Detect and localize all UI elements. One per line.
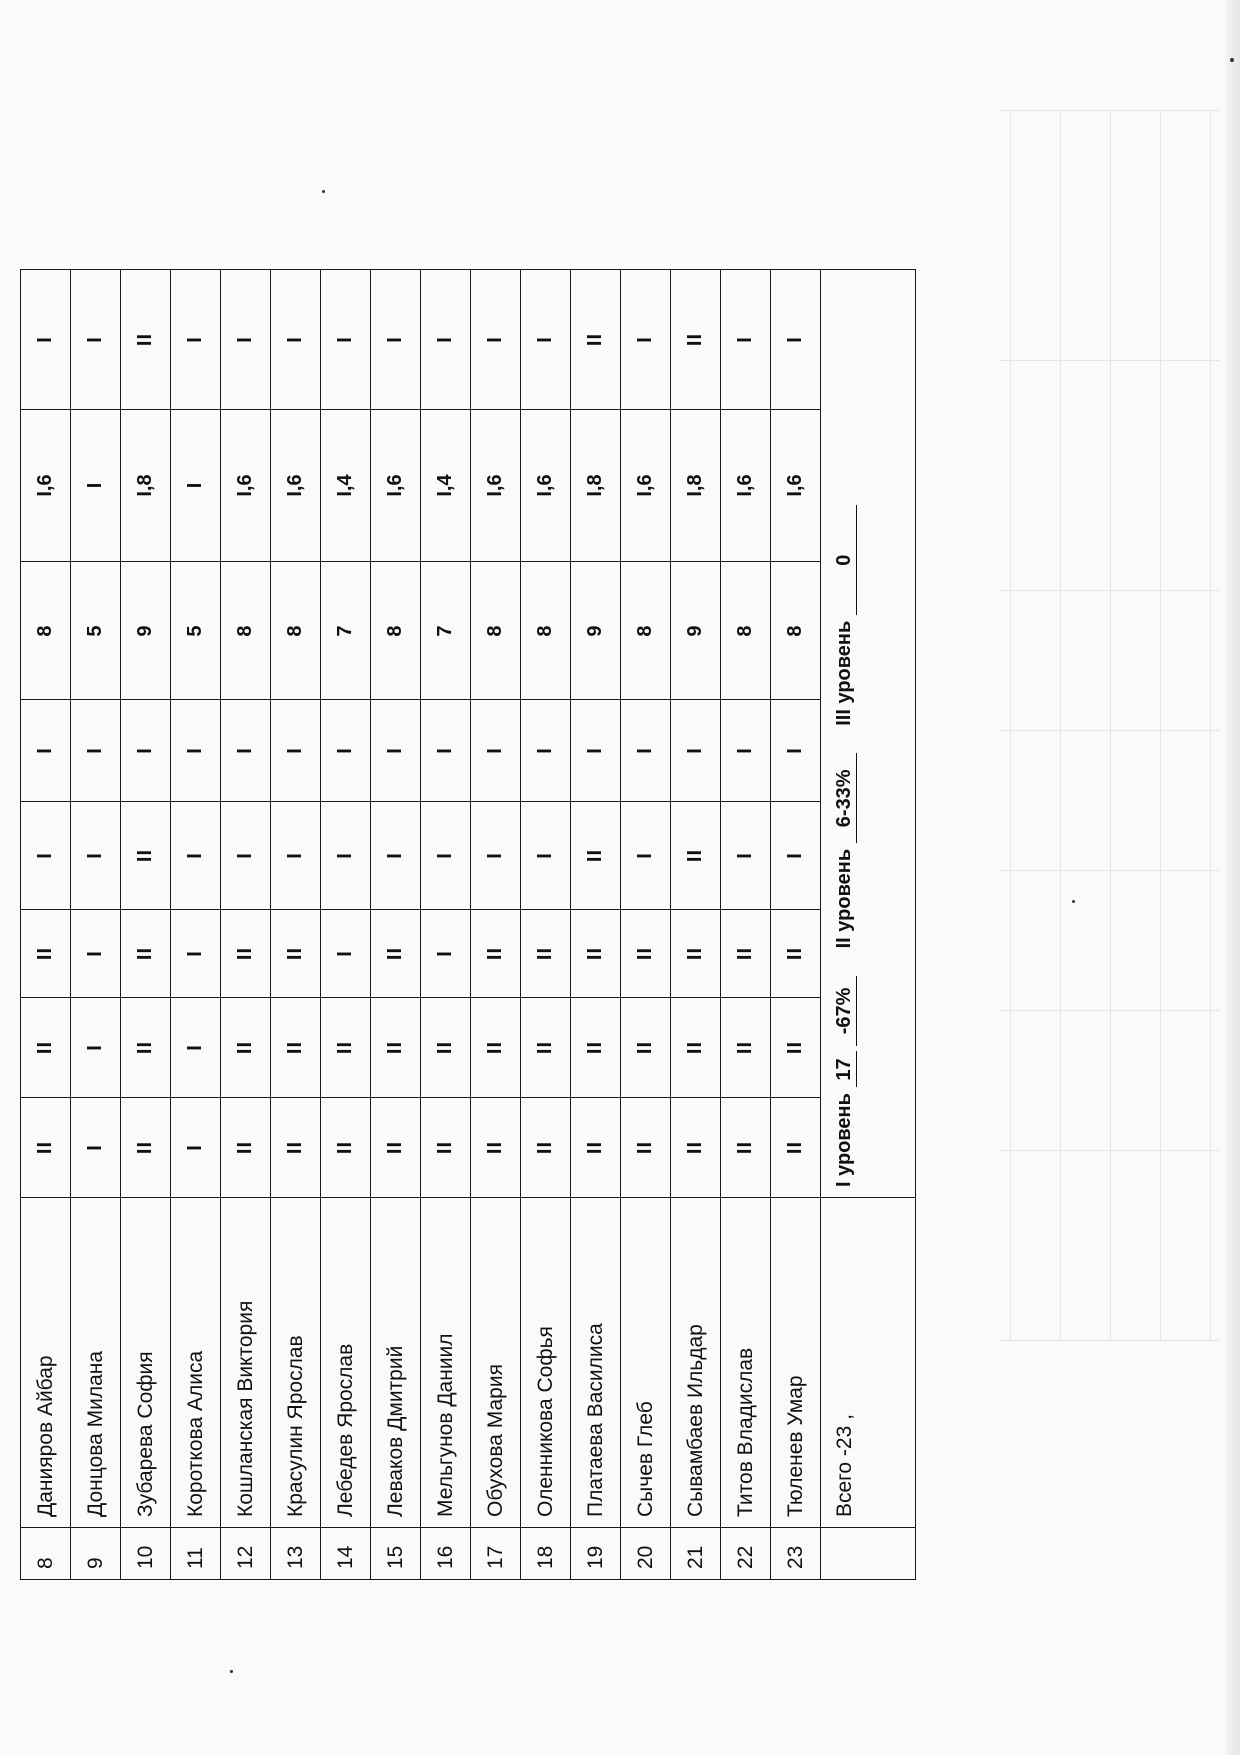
coefficient-cell: I,6 <box>371 410 421 562</box>
score-cell: 8 <box>771 562 821 700</box>
task-level-cell: II <box>121 910 171 998</box>
result-level-cell: I <box>21 270 71 410</box>
coefficient-cell: I,8 <box>671 410 721 562</box>
row-number: 22 <box>721 1528 771 1580</box>
task-level-cell: II <box>271 910 321 998</box>
task-level-cell: I <box>71 998 121 1098</box>
task-level-cell: II <box>471 910 521 998</box>
result-level-cell: I <box>71 270 121 410</box>
score-cell: 8 <box>521 562 571 700</box>
row-number: 18 <box>521 1528 571 1580</box>
task-level-cell: II <box>671 802 721 910</box>
task-level-cell: I <box>471 802 521 910</box>
task-level-cell: I <box>21 802 71 910</box>
result-level-cell: I <box>621 270 671 410</box>
table-row <box>421 270 471 1580</box>
score-cell: 9 <box>571 562 621 700</box>
score-cell: 9 <box>671 562 721 700</box>
task-level-cell: I <box>371 700 421 802</box>
row-number: 16 <box>421 1528 471 1580</box>
task-level-cell: II <box>321 998 371 1098</box>
task-level-cell: II <box>771 998 821 1098</box>
coefficient-cell: I,6 <box>721 410 771 562</box>
task-level-cell: I <box>721 700 771 802</box>
score-cell: 8 <box>721 562 771 700</box>
coefficient-cell: I,4 <box>321 410 371 562</box>
rotated-table-container <box>20 270 1000 1580</box>
table-row <box>671 270 721 1580</box>
result-level-cell: I <box>371 270 421 410</box>
task-level-cell: II <box>221 998 271 1098</box>
task-level-cell: I <box>621 700 671 802</box>
level1-value: 17 <box>833 1052 857 1088</box>
result-level-cell: II <box>671 270 721 410</box>
row-number: 23 <box>771 1528 821 1580</box>
task-level-cell: II <box>221 910 271 998</box>
level3-value: 0 <box>833 505 857 615</box>
table-row <box>21 270 71 1580</box>
task-level-cell: I <box>521 802 571 910</box>
score-cell: 8 <box>21 562 71 700</box>
task-level-cell: II <box>221 1098 271 1198</box>
result-level-cell: II <box>121 270 171 410</box>
row-number: 10 <box>121 1528 171 1580</box>
score-cell: 8 <box>471 562 521 700</box>
task-level-cell: I <box>71 802 121 910</box>
task-level-cell: II <box>371 1098 421 1198</box>
table-row <box>571 270 621 1580</box>
coefficient-cell: I,6 <box>471 410 521 562</box>
student-name: Леваков Дмитрий <box>371 1198 421 1528</box>
result-level-cell: I <box>221 270 271 410</box>
task-level-cell: I <box>671 700 721 802</box>
row-number: 15 <box>371 1528 421 1580</box>
task-level-cell: II <box>621 1098 671 1198</box>
task-level-cell: I <box>321 700 371 802</box>
task-level-cell: I <box>171 998 221 1098</box>
coefficient-cell: I,6 <box>221 410 271 562</box>
task-level-cell: II <box>121 1098 171 1198</box>
task-level-cell: I <box>271 802 321 910</box>
scan-speck <box>230 1670 233 1673</box>
task-level-cell: II <box>21 910 71 998</box>
task-level-cell: II <box>671 1098 721 1198</box>
result-level-cell: I <box>271 270 321 410</box>
scan-edge <box>1226 0 1240 1755</box>
coefficient-cell: I,4 <box>421 410 471 562</box>
row-number: 8 <box>21 1528 71 1580</box>
results-table <box>20 269 916 1580</box>
task-level-cell: I <box>321 802 371 910</box>
task-level-cell: I <box>71 700 121 802</box>
student-name: Зубарева София <box>121 1198 171 1528</box>
task-level-cell: I <box>371 802 421 910</box>
task-level-cell: I <box>21 700 71 802</box>
coefficient-cell: I,6 <box>521 410 571 562</box>
task-level-cell: I <box>71 1098 121 1198</box>
row-number: 14 <box>321 1528 371 1580</box>
task-level-cell: I <box>571 700 621 802</box>
result-level-cell: I <box>521 270 571 410</box>
task-level-cell: II <box>621 910 671 998</box>
score-cell: 8 <box>371 562 421 700</box>
coefficient-cell: I,6 <box>621 410 671 562</box>
task-level-cell: I <box>471 700 521 802</box>
coefficient-cell: I,8 <box>121 410 171 562</box>
student-name: Короткова Алиса <box>171 1198 221 1528</box>
table-row <box>371 270 421 1580</box>
summary-empty-cell <box>821 1528 916 1580</box>
row-number: 13 <box>271 1528 321 1580</box>
student-name: Титов Владислав <box>721 1198 771 1528</box>
task-level-cell: II <box>371 910 421 998</box>
coefficient-cell: I,8 <box>571 410 621 562</box>
task-level-cell: I <box>121 700 171 802</box>
table-row <box>271 270 321 1580</box>
table-row <box>771 270 821 1580</box>
row-number: 17 <box>471 1528 521 1580</box>
task-level-cell: I <box>621 802 671 910</box>
task-level-cell: II <box>671 910 721 998</box>
task-level-cell: II <box>121 802 171 910</box>
result-level-cell: I <box>321 270 371 410</box>
task-level-cell: I <box>221 700 271 802</box>
task-level-cell: II <box>771 1098 821 1198</box>
row-number: 19 <box>571 1528 621 1580</box>
table-row <box>521 270 571 1580</box>
table-row <box>121 270 171 1580</box>
row-number: 11 <box>171 1528 221 1580</box>
coefficient-cell: I,6 <box>21 410 71 562</box>
task-level-cell: II <box>321 1098 371 1198</box>
student-name: Тюленев Умар <box>771 1198 821 1528</box>
score-cell: 7 <box>321 562 371 700</box>
task-level-cell: II <box>371 998 421 1098</box>
result-level-cell: I <box>721 270 771 410</box>
task-level-cell: II <box>471 998 521 1098</box>
table-row <box>71 270 121 1580</box>
level1-label: I уровень <box>833 1093 855 1187</box>
task-level-cell: I <box>421 700 471 802</box>
task-level-cell: I <box>721 802 771 910</box>
score-cell: 9 <box>121 562 171 700</box>
student-name: Сычев Глеб <box>621 1198 671 1528</box>
task-level-cell: II <box>21 998 71 1098</box>
total-label: Всего -23 , <box>833 1414 856 1517</box>
student-name: Оленникова Софья <box>521 1198 571 1528</box>
task-level-cell: II <box>521 910 571 998</box>
table-row <box>721 270 771 1580</box>
task-level-cell: I <box>221 802 271 910</box>
coefficient-cell: I,6 <box>271 410 321 562</box>
task-level-cell: II <box>521 998 571 1098</box>
summary-total-cell <box>821 1198 916 1528</box>
student-name: Кошланская Виктория <box>221 1198 271 1528</box>
student-name: Мельгунов Даниил <box>421 1198 471 1528</box>
task-level-cell: II <box>671 998 721 1098</box>
row-number: 20 <box>621 1528 671 1580</box>
task-level-cell: I <box>421 802 471 910</box>
task-level-cell: II <box>721 910 771 998</box>
student-name: Обухова Мария <box>471 1198 521 1528</box>
score-cell: 5 <box>71 562 121 700</box>
task-level-cell: II <box>271 998 321 1098</box>
task-level-cell: II <box>471 1098 521 1198</box>
level2-label: II уровень <box>833 848 855 949</box>
task-level-cell: II <box>571 1098 621 1198</box>
task-level-cell: II <box>521 1098 571 1198</box>
result-level-cell: I <box>171 270 221 410</box>
task-level-cell: I <box>521 700 571 802</box>
student-name: Донцова Милана <box>71 1198 121 1528</box>
task-level-cell: I <box>171 700 221 802</box>
task-level-cell: I <box>771 802 821 910</box>
level2-value: 6-33% <box>833 753 857 843</box>
score-cell: 8 <box>271 562 321 700</box>
task-level-cell: II <box>421 1098 471 1198</box>
coefficient-cell: I <box>71 410 121 562</box>
task-level-cell: II <box>571 998 621 1098</box>
student-name: Сывамбаев Ильдар <box>671 1198 721 1528</box>
task-level-cell: I <box>71 910 121 998</box>
score-cell: 5 <box>171 562 221 700</box>
task-level-cell: II <box>721 1098 771 1198</box>
student-name: Красулин Ярослав <box>271 1198 321 1528</box>
task-level-cell: I <box>171 802 221 910</box>
score-cell: 8 <box>221 562 271 700</box>
student-name: Платаева Василиса <box>571 1198 621 1528</box>
scan-speck <box>1072 900 1075 903</box>
level3-label: III уровень <box>833 620 855 726</box>
task-level-cell: II <box>571 910 621 998</box>
level-summary <box>833 280 857 1187</box>
score-cell: 8 <box>621 562 671 700</box>
task-level-cell: II <box>21 1098 71 1198</box>
task-level-cell: II <box>771 910 821 998</box>
score-cell: 7 <box>421 562 471 700</box>
row-number: 9 <box>71 1528 121 1580</box>
table-row <box>221 270 271 1580</box>
scan-speck <box>1230 58 1234 62</box>
level1-percent: -67% <box>833 976 857 1046</box>
table-row <box>321 270 371 1580</box>
summary-levels-cell <box>821 270 916 1198</box>
task-level-cell: I <box>171 1098 221 1198</box>
task-level-cell: II <box>271 1098 321 1198</box>
table-body <box>21 270 821 1580</box>
table-row <box>471 270 521 1580</box>
coefficient-cell: I,6 <box>771 410 821 562</box>
task-level-cell: I <box>771 700 821 802</box>
coefficient-cell: I <box>171 410 221 562</box>
summary-row <box>821 270 916 1580</box>
table-row <box>171 270 221 1580</box>
task-level-cell: II <box>571 802 621 910</box>
result-level-cell: I <box>471 270 521 410</box>
task-level-cell: I <box>171 910 221 998</box>
task-level-cell: II <box>721 998 771 1098</box>
student-name: Лебедев Ярослав <box>321 1198 371 1528</box>
task-level-cell: II <box>121 998 171 1098</box>
scan-speck <box>322 190 325 193</box>
row-number: 12 <box>221 1528 271 1580</box>
bleed-through-grid <box>1000 110 1220 1340</box>
task-level-cell: II <box>421 998 471 1098</box>
task-level-cell: I <box>321 910 371 998</box>
task-level-cell: I <box>271 700 321 802</box>
task-level-cell: II <box>621 998 671 1098</box>
result-level-cell: I <box>771 270 821 410</box>
result-level-cell: II <box>571 270 621 410</box>
task-level-cell: I <box>421 910 471 998</box>
row-number: 21 <box>671 1528 721 1580</box>
result-level-cell: I <box>421 270 471 410</box>
student-name: Данияров Айбар <box>21 1198 71 1528</box>
table-row <box>621 270 671 1580</box>
